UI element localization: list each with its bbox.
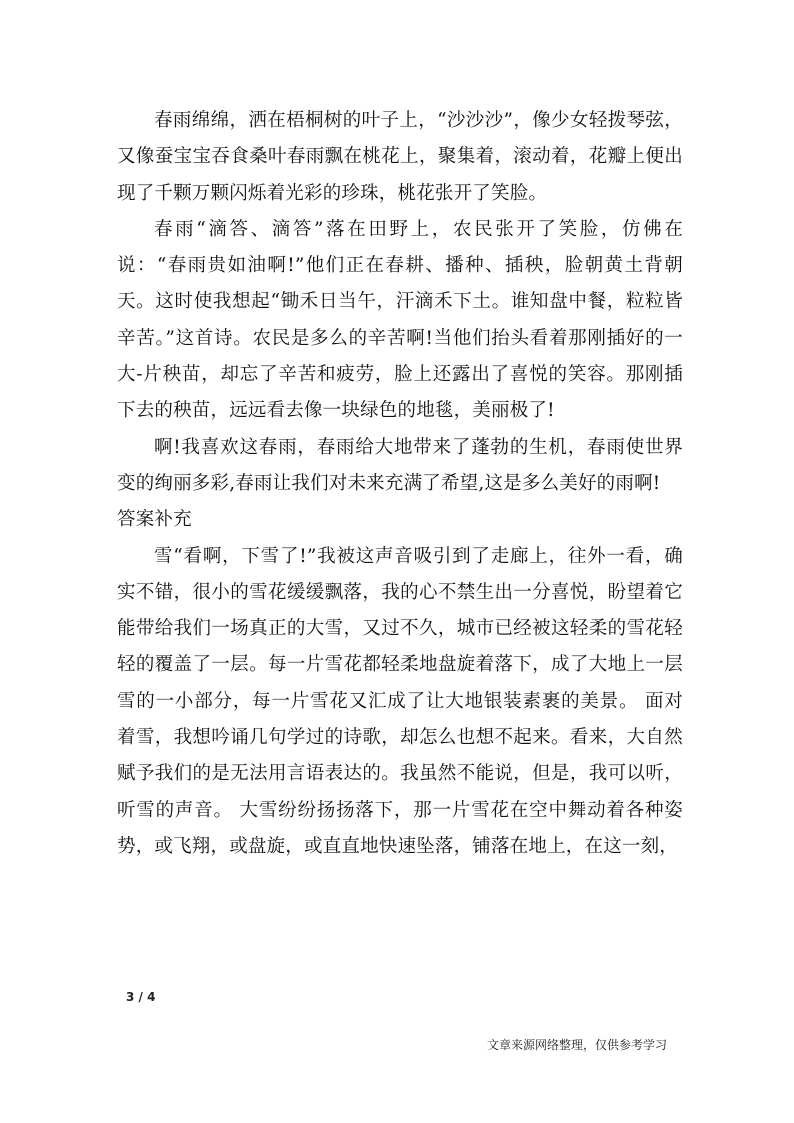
- paragraph-spring-rain-love: 啊!我喜欢这春雨，春雨给大地带来了蓬勃的生机，春雨使世界变的绚丽多彩,春雨让我们对未来充满了希望,这是多么美好的雨啊!: [117, 436, 683, 494]
- paragraph-snow: 雪“看啊，下雪了!”我被这声音吸引到了走廊上，往外一看，确实不错，很小的雪花缓缓飘落，我的心不禁生出一分喜悦，盼望着它能带给我们一场真正的大雪，又过不久，城市已经被这轻柔的雪花轻轻的覆盖了一层。每一片雪花都轻柔地盘旋着落下，成了大地上一层雪的一小部分，每一片雪花又汇成了让大地银装素裹的美景。 面对着雪，我想吟诵几句学过的诗歌，却怎么也想不起来。看来，大自然赋予我们的是无法用言语表达的。我虽然不能说，但是，我可以听，听雪的声音。 大雪纷纷扬扬落下，那一片雪花在空中舞动着各种姿势，或飞翔，或盘旋，或直直地快速坠落，铺落在地上，在这一刻，: [117, 545, 683, 857]
- document-body: [117, 103, 683, 865]
- paragraph-spring-rain-trees: 春雨绵绵，洒在梧桐树的叶子上，“沙沙沙”，像少女轻拨琴弦，又像蚕宝宝吞食桑叶春雨飘在桃花上，聚集着，滚动着，花瓣上便出现了千颗万颗闪烁着光彩的珍珠，桃花张开了笑脸。: [117, 110, 683, 204]
- supplement-heading: 答案补充: [117, 509, 192, 531]
- paragraph-spring-rain-fields: 春雨“滴答、滴答”落在田野上，农民张开了笑脸，仿佛在说：“春雨贵如油啊!”他们正在春耕、播种、插秧，脸朝黄土背朝天。这时使我想起“锄禾日当午，汗滴禾下土。谁知盘中餐，粒粒皆辛苦。”这首诗。农民是多么的辛苦啊!当他们抬头看着那刚插好的一大-片秧苗，却忘了辛苦和疲劳，脸上还露出了喜悦的笑容。那刚插下去的秧苗，远远看去像一块绿色的地毯，美丽极了!: [117, 218, 683, 422]
- source-note: 文章来源网络整理，仅供参考学习: [486, 1038, 667, 1052]
- page-number: 3 / 4: [126, 990, 156, 1004]
